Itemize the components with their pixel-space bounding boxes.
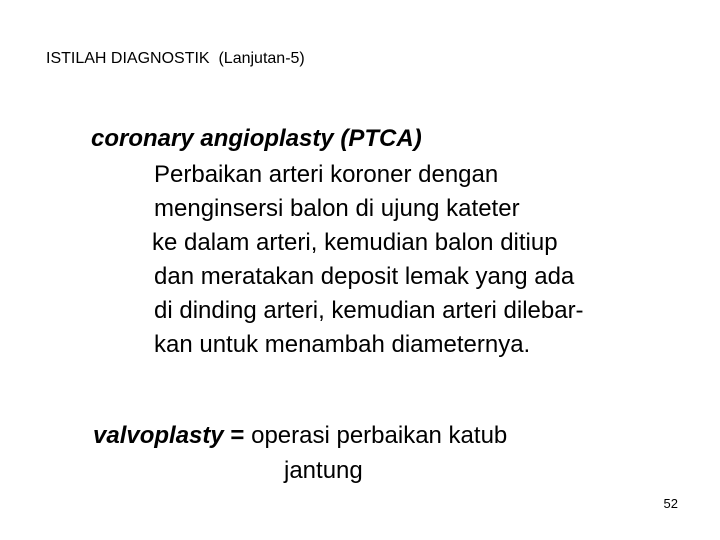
definition-line: menginsersi balon di ujung kateter <box>154 195 520 222</box>
definition-valvoplasty: operasi perbaikan katub <box>251 422 508 449</box>
definition-valvoplasty-continued: jantung <box>284 457 363 484</box>
definition-line: ke dalam arteri, kemudian balon ditiup <box>152 229 558 256</box>
entry-valvoplasty <box>93 421 507 451</box>
equals-sign: = <box>223 422 252 449</box>
term-valvoplasty: valvoplasty <box>93 422 224 449</box>
definition-coronary-angioplasty <box>154 158 584 362</box>
slide-header-title: ISTILAH DIAGNOSTIK (Lanjutan-5) <box>46 50 305 67</box>
definition-line: di dinding arteri, kemudian arteri dilebar- <box>154 297 584 324</box>
definition-line: dan meratakan deposit lemak yang ada <box>154 263 575 290</box>
term-coronary-angioplasty: coronary angioplasty (PTCA) <box>91 125 422 152</box>
definition-line: kan untuk menambah diameternya. <box>154 331 531 358</box>
definition-line: Perbaikan arteri koroner dengan <box>154 161 499 188</box>
page-number: 52 <box>663 496 678 511</box>
